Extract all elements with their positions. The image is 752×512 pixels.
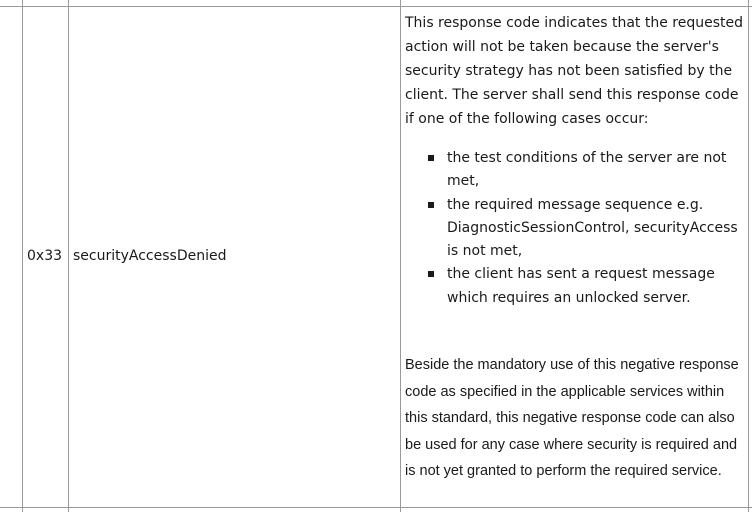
list-item-text: the client has sent a request message which requires an unlocked server. — [447, 266, 715, 306]
description-intro: This response code indicates that the requested action will not be taken because the server's security strategy has not been satisfied by the client. The server shall send this response code if one of the following cases occur: — [405, 15, 743, 127]
column-border-name-description — [400, 0, 401, 512]
list-item-text: the test conditions of the server are not met, — [447, 150, 727, 190]
condition-list — [405, 147, 745, 310]
description-cell — [405, 11, 745, 485]
row-border-top — [0, 6, 752, 7]
list-item — [447, 194, 745, 264]
column-border-code-name — [68, 0, 69, 512]
response-code-cell: 0x33 — [27, 248, 63, 264]
bullet-square-icon — [428, 155, 434, 161]
bullet-square-icon — [428, 271, 434, 277]
list-item — [447, 263, 745, 310]
list-item-text: the required message sequence e.g. DiagnosticSessionControl, securityAccess is not met, — [447, 196, 738, 260]
response-name-cell: securityAccessDenied — [73, 248, 227, 264]
description-note: Beside the mandatory use of this negative response code as specified in the applicable services within this standard, this negative response code can also be used for any case where security is required and is not yet granted to perform the required service. — [405, 357, 739, 480]
row-border-bottom — [0, 507, 752, 508]
list-item — [447, 147, 745, 194]
bullet-square-icon — [428, 202, 434, 208]
column-border-left — [22, 0, 23, 512]
column-border-right — [748, 0, 749, 512]
